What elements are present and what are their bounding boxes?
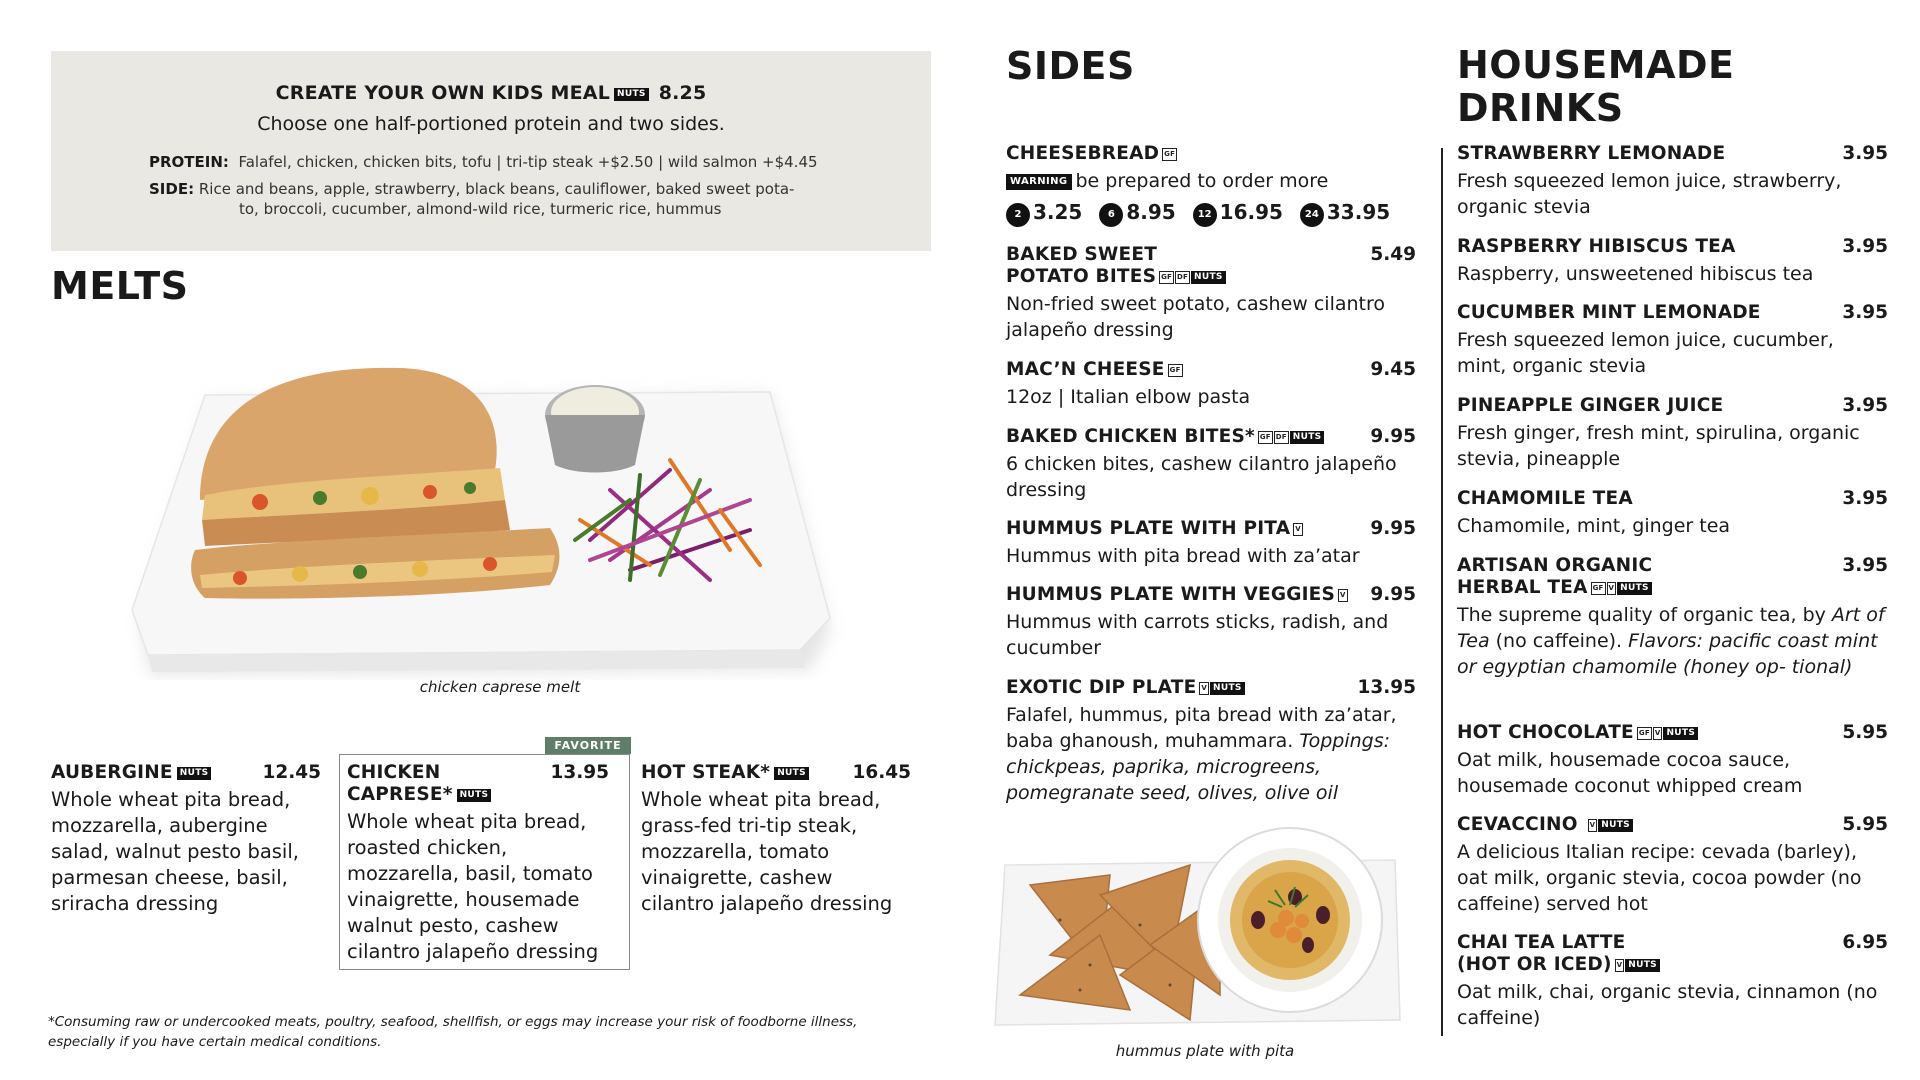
drink-item-cevaccino	[1457, 814, 1888, 917]
item-description: Oat milk, chai, organic stevia, cinnamon (no caffeine)	[1457, 981, 1878, 1029]
footnote-line-1: *Consuming raw or undercooked meats, poultry, seafood, shellfish, or eggs may increase your risk of foodborne illness,	[48, 1014, 858, 1030]
nuts-tag: NUTS	[1598, 819, 1633, 832]
item-name: CEVACCINO	[1457, 814, 1578, 835]
drink-item-artisan-organic-herbal-tea	[1457, 555, 1888, 680]
item-price: 3.95	[1842, 555, 1888, 576]
item-price: 9.95	[1370, 584, 1416, 605]
side-text-1: Rice and beans, apple, strawberry, black beans, cauliflower, baked sweet pota-	[198, 180, 795, 198]
gf-tag: GF	[1637, 727, 1652, 740]
desc-flavors: Flavors: pacific coast mint or egyptian chamomile (honey op- tional)	[1457, 630, 1878, 678]
item-name: HUMMUS PLATE WITH VEGGIES	[1006, 584, 1336, 605]
drinks-heading	[1457, 44, 1735, 130]
item-name-line-2: CAPRESE*	[347, 784, 453, 805]
melt-item-hot-steak	[641, 762, 911, 917]
size-price: 33.95	[1326, 200, 1391, 224]
item-price: 5.95	[1842, 722, 1888, 743]
size-count-badge: 6	[1099, 203, 1123, 227]
item-price: 3.95	[1842, 236, 1888, 257]
protein-label: PROTEIN:	[149, 153, 229, 171]
item-price: 16.45	[852, 762, 911, 783]
nuts-tag: NUTS	[1663, 727, 1698, 740]
item-description-toppings: Toppings: chickpeas, paprika, microgreens, pomegranate seed, olives, olive oil	[1006, 730, 1391, 804]
nuts-tag: NUTS	[774, 767, 809, 780]
item-name: STRAWBERRY LEMONADE	[1457, 143, 1726, 164]
melts-heading: MELTS	[51, 264, 189, 308]
drink-item-cucumber-mint-lemonade	[1457, 302, 1888, 379]
nuts-tag: NUTS	[1625, 959, 1660, 972]
protein-text: Falafel, chicken, chicken bits, tofu | tri-tip steak +$2.50 | wild salmon +$4.45	[238, 153, 818, 171]
item-name: BAKED CHICKEN BITES*	[1006, 426, 1255, 447]
item-name: CUCUMBER MINT LEMONADE	[1457, 302, 1761, 323]
item-description: 6 chicken bites, cashew cilantro jalapeño dressing	[1006, 453, 1397, 501]
melt-photo-caption: chicken caprese melt	[419, 678, 581, 696]
warning-text: be prepared to order more	[1075, 170, 1329, 192]
nuts-tag: NUTS	[614, 88, 649, 101]
drink-item-chai-tea-latte	[1457, 932, 1888, 1031]
item-name-line-1: CHICKEN	[347, 762, 441, 783]
size-price: 16.95	[1219, 200, 1283, 224]
df-tag: DF	[1175, 271, 1190, 284]
foodborne-illness-footnote	[48, 1012, 948, 1052]
item-name: AUBERGINE	[51, 762, 173, 783]
vegan-tag: V	[1653, 727, 1663, 740]
kids-meal-price: 8.25	[658, 82, 707, 104]
item-price: 5.49	[1370, 244, 1416, 265]
item-description: A delicious Italian recipe: cevada (barley), oat milk, organic stevia, cocoa powder (no caffeine) served hot	[1457, 841, 1862, 915]
item-description-text: Falafel, hummus, pita bread with za’atar, baba ghanoush, muhammara.	[1006, 704, 1397, 752]
item-name: PINEAPPLE GINGER JUICE	[1457, 395, 1724, 416]
cheesebread-sizes	[1006, 200, 1416, 227]
item-price: 9.45	[1370, 359, 1416, 380]
item-name: HOT STEAK*	[641, 762, 771, 783]
item-description: Non-fried sweet potato, cashew cilantro jalapeño dressing	[1006, 293, 1385, 341]
df-tag: DF	[1274, 431, 1289, 444]
size-count-badge: 12	[1193, 203, 1217, 227]
vegan-tag: V	[1199, 682, 1209, 695]
vegan-tag: V	[1607, 582, 1617, 595]
item-name: CHEESEBREAD	[1006, 143, 1160, 164]
item-name: RASPBERRY HIBISCUS TEA	[1457, 236, 1736, 257]
item-description: Whole wheat pita bread, grass-fed tri-tip steak, mozzarella, tomato vinaigrette, cashew cilantro jalapeño dressing	[641, 788, 893, 915]
kids-side-line	[149, 179, 794, 200]
column-divider	[1441, 148, 1443, 1036]
gf-tag: GF	[1591, 582, 1606, 595]
drink-item-strawberry-lemonade	[1457, 143, 1888, 220]
item-description: Whole wheat pita bread, mozzarella, aubergine salad, walnut pesto basil, parmesan cheese, basil, sriracha dressing	[51, 788, 299, 915]
gf-tag: GF	[1258, 431, 1273, 444]
desc-part: The supreme quality of organic tea, by	[1457, 604, 1826, 626]
item-name: HOT CHOCOLATE	[1457, 722, 1634, 743]
side-item-baked-chicken-bites	[1006, 426, 1416, 503]
nuts-tag: NUTS	[1210, 682, 1245, 695]
item-name: CHAMOMILE TEA	[1457, 488, 1633, 509]
item-name: MAC’N CHEESE	[1006, 359, 1165, 380]
item-price: 12.45	[262, 762, 321, 783]
drink-item-chamomile-tea	[1457, 488, 1888, 539]
kids-side-line-2: to, broccoli, cucumber, almond-wild rice, turmeric rice, hummus	[239, 200, 722, 218]
kids-protein-line	[149, 152, 818, 173]
item-price: 5.95	[1842, 814, 1888, 835]
footnote-line-2: especially if you have certain medical conditions.	[48, 1034, 382, 1050]
hummus-photo-caption: hummus plate with pita	[1115, 1042, 1295, 1060]
item-name-line-1: ARTISAN ORGANIC	[1457, 555, 1653, 576]
side-item-baked-sweet-potato-bites	[1006, 244, 1416, 343]
size-price: 8.95	[1126, 200, 1176, 224]
gf-tag: GF	[1162, 148, 1177, 161]
side-label: SIDE:	[149, 180, 195, 198]
kids-meal-name: CREATE YOUR OWN KIDS MEAL	[275, 82, 611, 104]
item-description: 12oz | Italian elbow pasta	[1006, 386, 1251, 408]
sides-heading: SIDES	[1006, 44, 1135, 88]
nuts-tag: NUTS	[1617, 582, 1652, 595]
size-count-badge: 24	[1300, 203, 1324, 227]
nuts-tag: NUTS	[1290, 431, 1325, 444]
kids-meal-subtitle: Choose one half-portioned protein and two sides.	[257, 113, 725, 135]
side-item-hummus-plate-veggies	[1006, 584, 1416, 661]
nuts-tag: NUTS	[177, 767, 212, 780]
item-name-line-2: POTATO BITES	[1006, 266, 1157, 287]
nuts-tag: NUTS	[1191, 271, 1226, 284]
melt-item-aubergine	[51, 762, 321, 917]
vegan-tag: V	[1338, 589, 1348, 602]
side-item-mac-n-cheese	[1006, 359, 1416, 410]
drinks-heading-line-2: DRINKS	[1457, 86, 1624, 130]
vegan-tag: V	[1293, 523, 1303, 536]
item-description: Whole wheat pita bread, roasted chicken, mozzarella, basil, tomato vinaigrette, housemade walnut pesto, cashew cilantro jalapeño dressing	[347, 810, 599, 963]
item-price: 3.95	[1842, 302, 1888, 323]
item-price: 6.95	[1842, 932, 1888, 953]
warning-tag: WARNING	[1006, 174, 1072, 190]
item-description: Fresh squeezed lemon juice, cucumber, mint, organic stevia	[1457, 329, 1834, 377]
drink-item-hot-chocolate	[1457, 722, 1888, 799]
melt-item-chicken-caprese	[347, 762, 622, 965]
kids-meal-panel	[51, 51, 931, 251]
item-name-line-2: (HOT OR ICED)	[1457, 954, 1612, 975]
item-description: Fresh squeezed lemon juice, strawberry, organic stevia	[1457, 170, 1842, 218]
item-price: 13.95	[550, 762, 609, 783]
drinks-heading-line-1: HOUSEMADE	[1457, 43, 1735, 87]
item-description: Hummus with carrots sticks, radish, and cucumber	[1006, 611, 1389, 659]
kids-meal-title	[51, 82, 931, 104]
item-price: 9.95	[1370, 518, 1416, 539]
item-name-line-1: BAKED SWEET	[1006, 244, 1158, 265]
item-description	[1457, 602, 1888, 680]
side-item-cheesebread	[1006, 143, 1416, 227]
desc-brand: Art of Tea	[1457, 604, 1885, 652]
item-price: 9.95	[1370, 426, 1416, 447]
item-name: EXOTIC DIP PLATE	[1006, 677, 1197, 698]
item-description: Raspberry, unsweetened hibiscus tea	[1457, 263, 1814, 285]
item-price: 3.95	[1842, 488, 1888, 509]
gf-tag: GF	[1159, 271, 1174, 284]
chicken-caprese-melt-photo	[110, 350, 850, 680]
item-price: 3.95	[1842, 395, 1888, 416]
favorite-badge: FAVORITE	[545, 737, 631, 754]
size-count-badge: 2	[1006, 203, 1030, 227]
item-description: Hummus with pita bread with za’atar	[1006, 545, 1360, 567]
item-description: Fresh ginger, fresh mint, spirulina, organic stevia, pineapple	[1457, 422, 1860, 470]
nuts-tag: NUTS	[457, 789, 492, 802]
desc-part: (no caffeine).	[1495, 630, 1623, 652]
item-name-line-1: CHAI TEA LATTE	[1457, 932, 1626, 953]
drink-item-raspberry-hibiscus-tea	[1457, 236, 1888, 287]
drink-item-pineapple-ginger-juice	[1457, 395, 1888, 472]
item-description: Oat milk, housemade cocoa sauce, housemade coconut whipped cream	[1457, 749, 1803, 797]
side-item-exotic-dip-plate	[1006, 677, 1416, 806]
item-description: Chamomile, mint, ginger tea	[1457, 515, 1731, 537]
item-price: 3.95	[1842, 143, 1888, 164]
item-name-line-2: HERBAL TEA	[1457, 577, 1588, 598]
vegan-tag: V	[1588, 819, 1598, 832]
item-price: 13.95	[1357, 677, 1416, 698]
size-price: 3.25	[1033, 200, 1083, 224]
side-item-hummus-plate-pita	[1006, 518, 1416, 569]
hummus-plate-photo	[990, 825, 1410, 1035]
vegan-tag: V	[1615, 959, 1625, 972]
item-description	[1006, 702, 1416, 806]
item-name: HUMMUS PLATE WITH PITA	[1006, 518, 1291, 539]
gf-tag: GF	[1168, 364, 1183, 377]
